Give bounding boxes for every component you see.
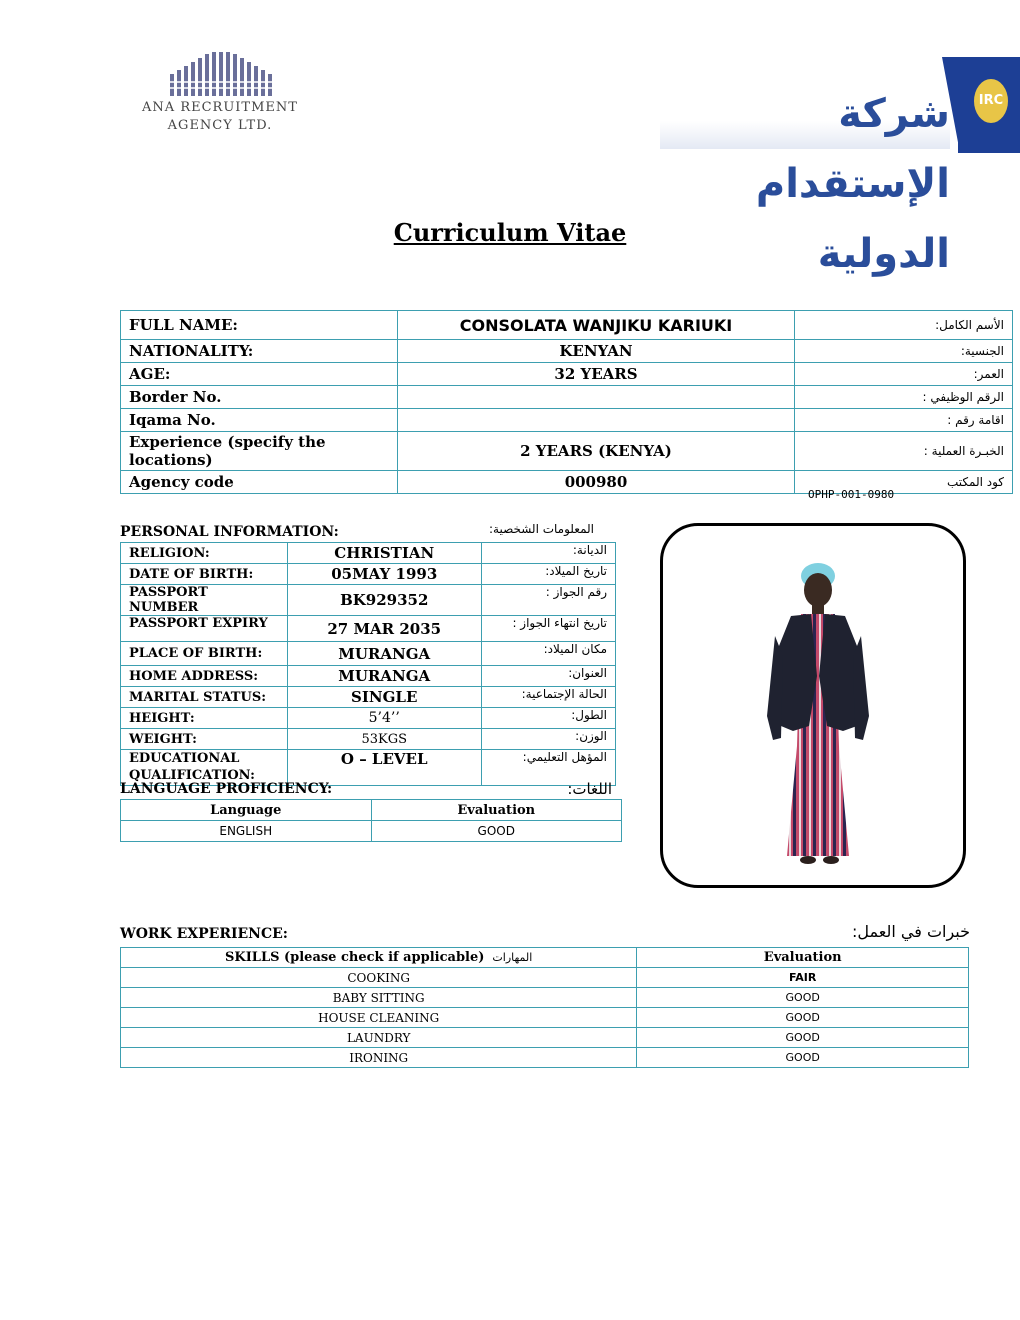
agency-code-value: 000980 — [398, 471, 795, 494]
reference-code: OPHP-001-0980 — [808, 488, 895, 501]
language-heading-ar: اللغات: — [567, 780, 612, 798]
full-name-value: CONSOLATA WANJIKU KARIUKI — [398, 311, 795, 340]
full-name-label: FULL NAME: — [121, 311, 398, 340]
education-label: EDUCATIONAL QUALIFICATION: — [121, 750, 288, 786]
full-name-label-ar: الأسم الكامل: — [795, 311, 1013, 340]
table-row — [121, 800, 622, 821]
passport-number-value: BK929352 — [287, 585, 481, 616]
height-label-ar: الطول: — [481, 708, 615, 729]
nationality-label: NATIONALITY: — [121, 340, 398, 363]
place-of-birth-value: MURANGA — [287, 642, 481, 666]
marital-status-value: SINGLE — [287, 687, 481, 708]
work-experience-heading: WORK EXPERIENCE: — [120, 926, 288, 942]
table-row — [121, 311, 1013, 340]
evaluation-column-header: Evaluation — [371, 800, 622, 821]
ana-logo — [130, 50, 310, 140]
personal-info-heading-ar: المعلومات الشخصية: — [488, 522, 594, 536]
education-value: O – LEVEL — [287, 750, 481, 786]
language-table — [120, 799, 622, 842]
table-row — [121, 1008, 969, 1028]
language-evaluation: GOOD — [371, 821, 622, 842]
passport-number-label: PASSPORT NUMBER — [121, 585, 288, 616]
religion-label-ar: الديانة: — [481, 543, 615, 564]
place-of-birth-label-ar: مكان الميلاد: — [481, 642, 615, 666]
experience-label: Experience (specify the locations) — [121, 432, 398, 471]
skill-evaluation: GOOD — [637, 1048, 969, 1068]
language-name: ENGLISH — [121, 821, 372, 842]
height-value: 5’4’’ — [287, 708, 481, 729]
passport-expiry-label: PASSPORT EXPIRY — [121, 616, 288, 642]
skill-name: HOUSE CLEANING — [121, 1008, 637, 1028]
religion-value: CHRISTIAN — [287, 543, 481, 564]
candidate-photo — [660, 523, 966, 888]
table-row — [121, 363, 1013, 386]
table-row — [121, 821, 622, 842]
weight-label-ar: الوزن: — [481, 729, 615, 750]
skill-name: COOKING — [121, 968, 637, 988]
skill-name: IRONING — [121, 1048, 637, 1068]
date-of-birth-label: DATE OF BIRTH: — [121, 564, 288, 585]
agency-code-label: Agency code — [121, 471, 398, 494]
table-row — [121, 729, 616, 750]
personal-info-table — [120, 542, 616, 786]
weight-label: WEIGHT: — [121, 729, 288, 750]
table-row — [121, 687, 616, 708]
religion-label: RELIGION: — [121, 543, 288, 564]
person-photo-icon — [663, 526, 963, 885]
table-row — [121, 585, 616, 616]
experience-value: 2 YEARS (KENYA) — [398, 432, 795, 471]
table-row — [121, 432, 1013, 471]
age-label: AGE: — [121, 363, 398, 386]
table-row — [121, 988, 969, 1008]
weight-value: 53KGS — [287, 729, 481, 750]
home-address-label: HOME ADDRESS: — [121, 666, 288, 687]
border-no-label: Border No. — [121, 386, 398, 409]
personal-info-heading: PERSONAL INFORMATION: — [120, 524, 339, 540]
work-experience-table — [120, 947, 969, 1068]
table-row — [121, 666, 616, 687]
work-evaluation-column-header: Evaluation — [637, 948, 969, 968]
skill-evaluation: GOOD — [637, 1008, 969, 1028]
ana-logo-line2: AGENCY LTD. — [167, 118, 273, 133]
identity-table — [120, 310, 1013, 494]
language-column-header: Language — [121, 800, 372, 821]
irc-badge-icon: IRC — [974, 79, 1008, 123]
passport-number-label-ar: رقم الجواز : — [481, 585, 615, 616]
agency-code-label-ar: كود المكتب — [795, 471, 1013, 494]
skill-name: LAUNDRY — [121, 1028, 637, 1048]
marital-status-label-ar: الحالة الإجتماعية: — [481, 687, 615, 708]
table-row — [121, 1048, 969, 1068]
table-row — [121, 616, 616, 642]
home-address-value: MURANGA — [287, 666, 481, 687]
table-row — [121, 409, 1013, 432]
border-no-label-ar: الرقم الوظيفي : — [795, 386, 1013, 409]
nationality-value: KENYAN — [398, 340, 795, 363]
skills-column-header — [121, 948, 637, 968]
experience-label-ar: الخبـرة العملية : — [795, 432, 1013, 471]
age-label-ar: العمر: — [795, 363, 1013, 386]
marital-status-label: MARITAL STATUS: — [121, 687, 288, 708]
nationality-label-ar: الجنسية: — [795, 340, 1013, 363]
border-no-value — [398, 386, 795, 409]
skill-name: BABY SITTING — [121, 988, 637, 1008]
table-row — [121, 642, 616, 666]
table-row — [121, 386, 1013, 409]
age-value: 32 YEARS — [398, 363, 795, 386]
table-row — [121, 1028, 969, 1048]
place-of-birth-label: PLACE OF BIRTH: — [121, 642, 288, 666]
skills-header-label-ar: المهارات — [492, 951, 533, 964]
table-row — [121, 968, 969, 988]
skill-evaluation: GOOD — [637, 988, 969, 1008]
irc-logo-arabic: شركة الإستقدام الدولية — [660, 79, 950, 149]
skill-evaluation: GOOD — [637, 1028, 969, 1048]
education-label-ar: المؤهل التعليمي: — [481, 750, 615, 786]
height-label: HEIGHT: — [121, 708, 288, 729]
iqama-no-value — [398, 409, 795, 432]
table-row — [121, 708, 616, 729]
table-row — [121, 340, 1013, 363]
passport-expiry-value: 27 MAR 2035 — [287, 616, 481, 642]
iqama-no-label-ar: اقامة رقم : — [795, 409, 1013, 432]
table-row — [121, 543, 616, 564]
table-row — [121, 564, 616, 585]
irc-logo — [658, 57, 1020, 277]
passport-expiry-label-ar: تاريخ انتهاء الجواز : — [481, 616, 615, 642]
home-address-label-ar: العنوان: — [481, 666, 615, 687]
work-experience-heading-ar: خبرات في العمل: — [851, 922, 970, 941]
skill-evaluation: FAIR — [637, 968, 969, 988]
ana-logo-line1: ANA RECRUITMENT — [142, 100, 298, 115]
iqama-no-label: Iqama No. — [121, 409, 398, 432]
table-row — [121, 948, 969, 968]
date-of-birth-value: 05MAY 1993 — [287, 564, 481, 585]
document-title: Curriculum Vitae — [393, 218, 627, 247]
language-heading: LANGUAGE PROFICIENCY: — [120, 781, 333, 797]
skills-header-label: SKILLS (please check if applicable) — [225, 950, 485, 965]
date-of-birth-label-ar: تاريخ الميلاد: — [481, 564, 615, 585]
building-bars-icon — [168, 52, 278, 96]
